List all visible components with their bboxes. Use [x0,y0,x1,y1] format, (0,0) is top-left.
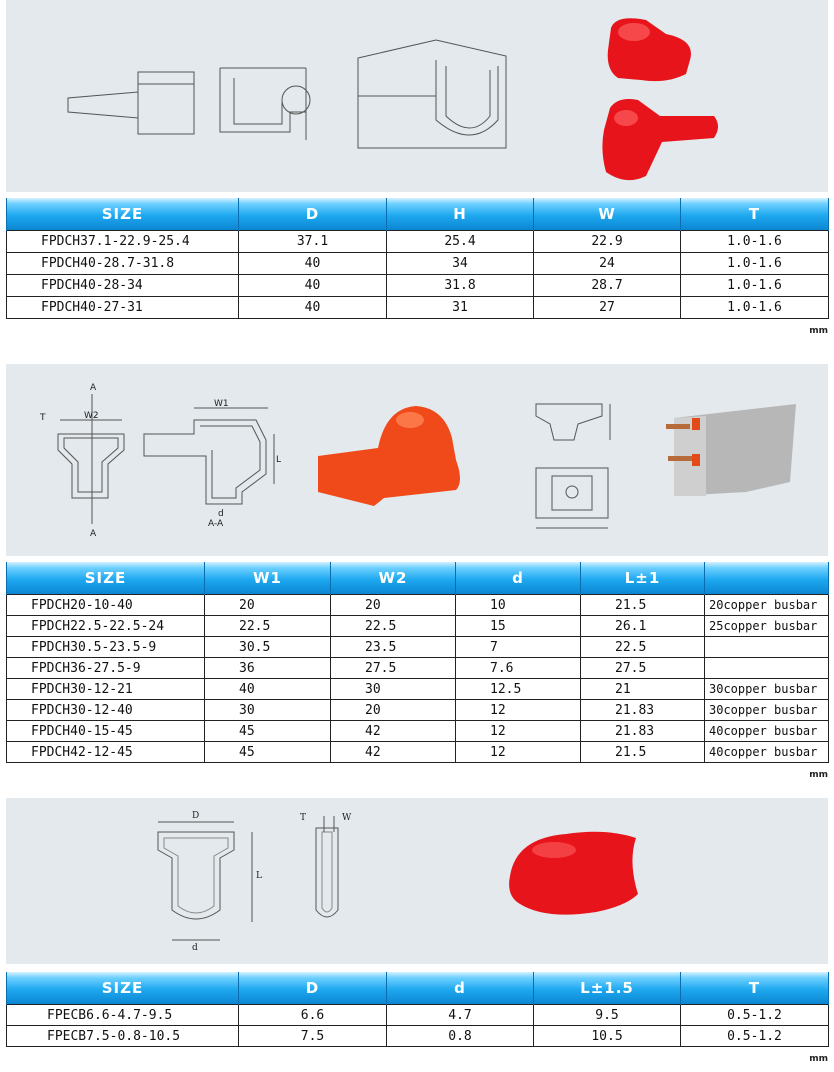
unit-label: mm [809,326,828,336]
table-cell: 7 [456,637,581,658]
table-row [7,595,829,616]
table-cell: FPDCH30-12-40 [7,700,205,721]
table-cell: 30 [331,679,456,700]
drawing-label: A [90,529,97,539]
table-cell: 42 [331,721,456,742]
column-header: L±1 [581,562,705,595]
table-cell: FPDCH42-12-45 [7,742,205,763]
table-cell: 31 [387,297,534,319]
table-row [7,1005,829,1026]
drawing-label: T [40,413,46,423]
table-cell: FPDCH40-27-31 [7,297,239,319]
table-row [7,658,829,679]
table-cell: 1.0-1.6 [681,297,829,319]
drawing-label: L [256,871,262,881]
table-cell: 22.5 [205,616,331,637]
table-cell: 40copper busbar [705,742,829,763]
spec-table-1 [6,198,829,319]
technical-drawing-3 [6,798,828,964]
product-image-panel-2 [6,364,828,556]
table-header-row [7,562,829,595]
column-header: SIZE [7,562,205,595]
table-cell: 24 [534,253,681,275]
column-header: D [239,972,387,1005]
table-cell: 0.8 [387,1026,534,1047]
drawing-label: d [218,509,224,519]
table-row [7,231,829,253]
unit-label: mm [809,1054,828,1064]
drawing-label: W1 [214,399,229,409]
column-header: SIZE [7,198,239,231]
unit-label: mm [809,770,828,780]
product-image-panel-3 [6,798,828,964]
product-image-panel-1 [6,0,828,192]
column-header: L±1.5 [534,972,681,1005]
table-cell: 12 [456,742,581,763]
table-cell: FPDCH22.5-22.5-24 [7,616,205,637]
table-row [7,637,829,658]
column-header: d [387,972,534,1005]
table-row [7,742,829,763]
column-header [705,562,829,595]
red-cap-photo-2 [602,99,718,180]
table-cell: FPDCH20-10-40 [7,595,205,616]
table-cell: 25copper busbar [705,616,829,637]
table-cell: 22.9 [534,231,681,253]
table-cell: 40 [239,297,387,319]
table-cell: 22.5 [581,637,705,658]
table-cell: 27 [534,297,681,319]
drawing-label: W [342,813,352,823]
table-cell: 26.1 [581,616,705,637]
red-cap-photo-3 [318,406,460,506]
table-cell: 0.5-1.2 [681,1026,829,1047]
table-cell: 10.5 [534,1026,681,1047]
table-cell: FPDCH37.1-22.9-25.4 [7,231,239,253]
technical-drawing-2 [6,364,828,556]
table-cell: 20copper busbar [705,595,829,616]
table-cell: 36 [205,658,331,679]
technical-drawing-1 [6,0,828,192]
table-cell: 21 [581,679,705,700]
drawing-label: T [300,813,307,823]
table-cell: FPDCH36-27.5-9 [7,658,205,679]
table-cell: 21.5 [581,595,705,616]
red-cap-photo-1 [608,18,691,81]
table-row [7,253,829,275]
table-cell: 6.6 [239,1005,387,1026]
table-row [7,616,829,637]
table-cell: 20 [331,595,456,616]
table-cell: 40 [239,253,387,275]
table-cell: 20 [205,595,331,616]
table-cell: 45 [205,742,331,763]
table-row [7,297,829,319]
spec-table-3 [6,972,829,1047]
table-cell: 30copper busbar [705,700,829,721]
table-cell: 12 [456,721,581,742]
table-cell: 40 [239,275,387,297]
table-cell: 34 [387,253,534,275]
table-cell: 1.0-1.6 [681,231,829,253]
column-header: W [534,198,681,231]
column-header: T [681,972,829,1005]
table-cell: FPDCH40-28-34 [7,275,239,297]
table-cell: 40copper busbar [705,721,829,742]
table-row [7,1026,829,1047]
table-cell: 7.6 [456,658,581,679]
table-cell: 21.5 [581,742,705,763]
table-cell: 4.7 [387,1005,534,1026]
table-cell: 42 [331,742,456,763]
table-cell: FPDCH40-28.7-31.8 [7,253,239,275]
table-cell: 30copper busbar [705,679,829,700]
drawing-label: A-A [208,519,224,529]
spec-table-2 [6,562,829,763]
table-cell: 37.1 [239,231,387,253]
table-cell: 45 [205,721,331,742]
table-cell: 25.4 [387,231,534,253]
drawing-label: D [192,811,200,821]
table-cell: 30 [205,700,331,721]
column-header: T [681,198,829,231]
red-cap-photo-4 [509,832,638,915]
table-cell: 7.5 [239,1026,387,1047]
table-row [7,721,829,742]
table-header-row [7,972,829,1005]
drawing-label: A [90,383,97,393]
table-cell: 1.0-1.6 [681,253,829,275]
table-cell: 9.5 [534,1005,681,1026]
table-cell: 23.5 [331,637,456,658]
table-cell: 27.5 [581,658,705,679]
table-cell [705,637,829,658]
table-cell: 15 [456,616,581,637]
table-cell: FPDCH40-15-45 [7,721,205,742]
table-cell: FPECB7.5-0.8-10.5 [7,1026,239,1047]
table-row [7,700,829,721]
table-cell: 12 [456,700,581,721]
drawing-label: d [192,943,198,953]
table-cell: 21.83 [581,721,705,742]
table-cell: 22.5 [331,616,456,637]
table-cell: 30.5 [205,637,331,658]
table-cell: 10 [456,595,581,616]
table-cell: 27.5 [331,658,456,679]
table-cell: 28.7 [534,275,681,297]
table-cell: 1.0-1.6 [681,275,829,297]
table-cell: 21.83 [581,700,705,721]
table-row [7,679,829,700]
table-row [7,275,829,297]
drawing-label: W2 [84,411,99,421]
column-header: D [239,198,387,231]
table-cell: 0.5-1.2 [681,1005,829,1026]
table-cell: 20 [331,700,456,721]
table-cell: FPDCH30.5-23.5-9 [7,637,205,658]
table-cell: FPDCH30-12-21 [7,679,205,700]
table-cell: 31.8 [387,275,534,297]
table-cell: FPECB6.6-4.7-9.5 [7,1005,239,1026]
column-header: d [456,562,581,595]
table-header-row [7,198,829,231]
table-cell: 40 [205,679,331,700]
drawing-label: L [276,455,282,465]
busbar-photo [666,404,796,496]
column-header: W2 [331,562,456,595]
table-cell [705,658,829,679]
column-header: W1 [205,562,331,595]
column-header: H [387,198,534,231]
column-header: SIZE [7,972,239,1005]
table-cell: 12.5 [456,679,581,700]
